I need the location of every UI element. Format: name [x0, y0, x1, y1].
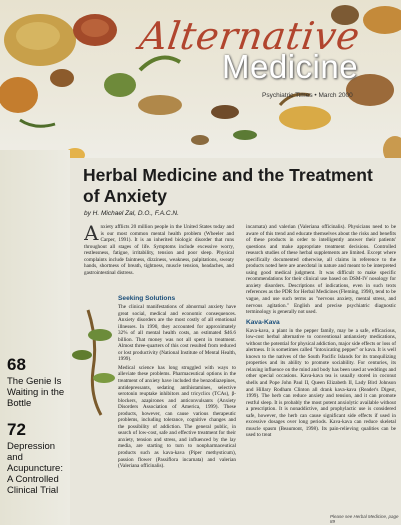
masthead-title-alternative: Alternative	[136, 14, 363, 58]
sidebar-item-title: The Genie Is Waiting in the Bottle	[7, 376, 65, 409]
article-column-2	[118, 292, 236, 525]
masthead-title-medicine: Medicine	[222, 48, 359, 85]
article-column-3	[246, 224, 396, 514]
article-paragraph: The clinical manifestations of abnormal anxiety have great social, medical and economic consequences. Anxiety disorders are the most costly of all emotional illnesses. In 1990, they accounted for approximately 32% of all mental health costs, an estimated $46.6 billion. That money was not all spent in treatment. Almost three-quarters of this cost resulted from reduced or lost productivity (National Institute of Mental Health, 1999).	[118, 304, 236, 363]
sidebar-item-title: Depression and Acupuncture: A Controlled Clinical Trial	[7, 441, 63, 496]
section-heading: Seeking Solutions	[118, 295, 176, 302]
article-intro: nxiety afflicts 20 million people in the United States today and is our most common mental health problem (Wheeler and Carper, 1991). It is an inherited biologic disorder that runs throughout all stages of life. Symptoms include excessive worry, restlessness, fatigue, irritability, tension and poor sleep. Physical complaints include faintness, dizziness, weakness, palpitations, sweaty hands, shortness of breath, tightness, muscle tension, headaches, and gastrointestinal distress.	[84, 224, 234, 276]
continuation-note: Please see Herbal Medicine, page 89	[330, 514, 399, 524]
article-headline: Herbal Medicine and the Treatment of Anxiety	[83, 165, 373, 206]
article-column-1	[84, 224, 234, 292]
article-paragraph: Kava-kava, a plant in the pepper family, may be a safe, efficacious, low-cost herbal alternative to conventional antianxiety medications, without the potential for physical addiction, major side effects or loss of alertness. It is sometimes called "intoxicating pepper" or kava. It is well known to the natives of the South Pacific Islands for its tranquilizing properties and its ability to promote sociability. For centuries, its relaxing influence on the mind and body has been used at weddings and other special occasions. Kava-kava tea is usually stored in coconut shells and Pope John Paul II, Queen Elizabeth II, Lady Bird Johnson and Hillary Rodham Clinton all drank kava-kava (Reader's Digest, 1999). The herb can reduce anxiety and tension, and it can promote restful sleep. It is probably the most potent anxiolytic available without a prescription. It is nonaddictive, and prophylactic use is considered safe, however, the herb can cause significant side effects if used in excessive dosages over long periods. Kava-kava can reduce skeletal muscle spasm (Beaumont, 1998). Its pain-relieving qualities can be used to treat	[246, 327, 396, 439]
issue-line: Psychiatric Times • March 2000	[262, 92, 353, 99]
section-heading: Kava-Kava	[246, 318, 280, 326]
article-paragraph: incarnata) and valerian (Valeriana officinalis). Physicians need to be aware of this trend and educate themselves about the risks and benefits of these products in order to intelligently answer their patients' questions and make appropriate treatment decisions. Controlled research studies of these herbal supplements are limited. Except where specifically documented otherwise, all claims in reference to the products noted here are anecdotal in nature and meant to be interpreted using good medical judgment. It was difficult to make specific recommendations for their clinical use based on DSM-IV nosology for anxiety disorders. Descriptions of indications, even in such texts references as the PDR for Herbal Medicines (Fleming, 1998), tend to be vague, and use such terms as "nervous anxiety, mental stress, and nervous agitation." English and precise psychiatric diagnostic terminology is generally not used.	[246, 224, 396, 316]
left-sidebar	[0, 150, 70, 525]
sidebar-item-number: 68	[7, 355, 26, 374]
article-paragraph: Medical science has long struggled with ways to alleviate these problems. Pharmaceutical options in the treatment of anxiety have included the benzodiazepines, antidepressants, sedating antihistamines, selective serotonin reuptake inhibitors and tricyclics (TCAs), β-blockers, azapirones and anticonvulsants (Anxiety Disorders Association of America, 1999). These products, however, can cause various therapeutic problems, including tolerance, cognitive changes and the possibility of addiction. The general public, in search of low-cost, safe and effective treatment for their anxiety, tension and stress, and influenced by the lay media, are starting to turn to nonpharmaceutical products such as kava-kava (Piper methysticum), passion flower (Passiflora incarnata) and valerian (Valeriana officinalis).	[118, 364, 236, 470]
drop-cap: A	[84, 224, 99, 245]
sidebar-item-number: 72	[7, 420, 26, 439]
article-byline: by H. Michael Zal, D.O., F.A.C.N.	[84, 210, 179, 217]
herb-collage-header	[0, 0, 401, 158]
